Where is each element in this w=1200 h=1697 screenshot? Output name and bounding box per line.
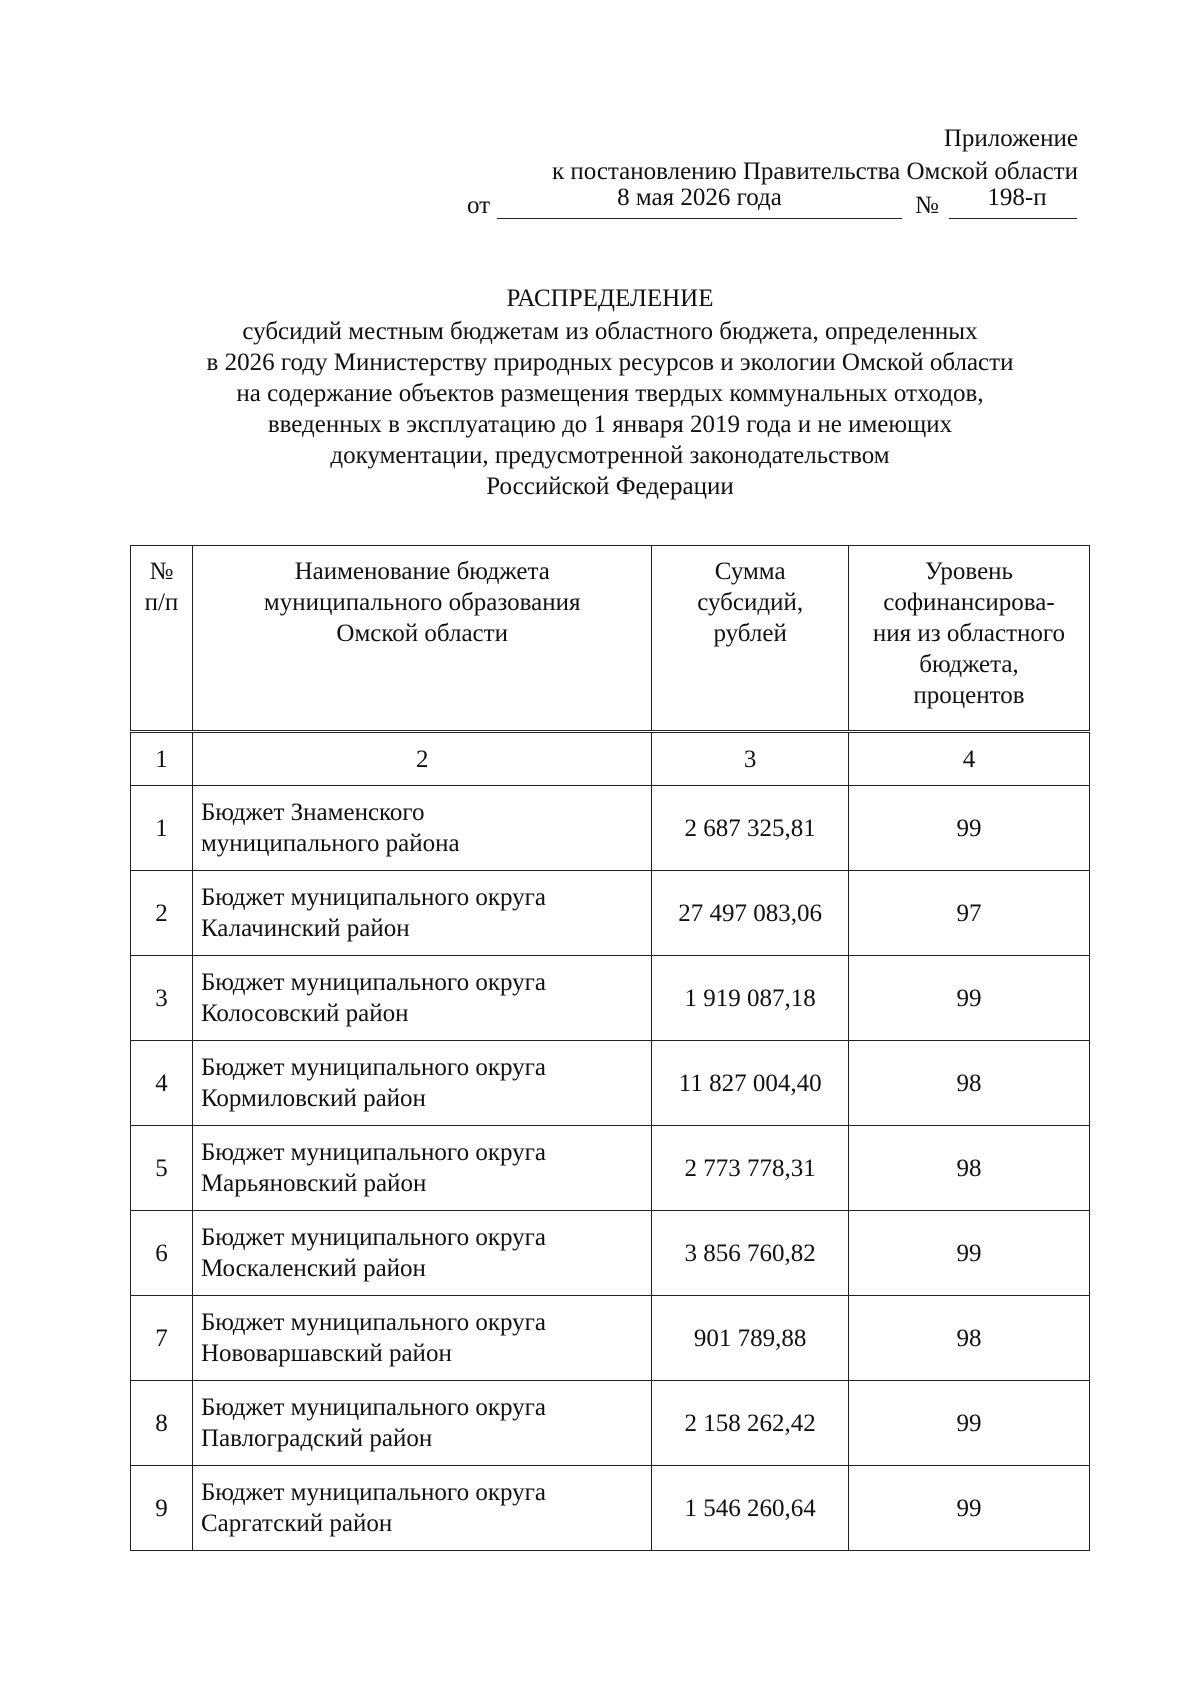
cofinancing-level: 99 (848, 1211, 1089, 1296)
column-number: 3 (652, 732, 848, 786)
title-line: на содержание объектов размещения твердых коммунальных отходов, (236, 380, 984, 407)
column-number: 2 (192, 732, 651, 786)
table-row (131, 1466, 1090, 1551)
row-number: 3 (131, 956, 193, 1041)
budget-name: Бюджет муниципального округа Саргатский район (192, 1466, 651, 1551)
budget-name: Бюджет Знаменского муниципального района (192, 786, 651, 871)
table-row (131, 1296, 1090, 1381)
header-budget-name: Наименование бюджета муниципального образования Омской области (192, 546, 651, 732)
budget-name: Бюджет муниципального округа Колосовский район (192, 956, 651, 1041)
table-row (131, 1381, 1090, 1466)
row-number: 1 (131, 786, 193, 871)
table-row (131, 786, 1090, 871)
header-cofinancing-level: Уровень софинансирова- ния из областного бюджета, процентов (848, 546, 1089, 732)
row-number: 5 (131, 1126, 193, 1211)
row-number: 7 (131, 1296, 193, 1381)
header-number: № п/п (131, 546, 193, 732)
subsidy-sum: 1 546 260,64 (652, 1466, 848, 1551)
budget-name: Бюджет муниципального округа Павлоградский район (192, 1381, 651, 1466)
appendix-reference: к постановлению Правительства Омской области (551, 158, 1078, 185)
title-line: субсидий местным бюджетам из областного бюджета, определенных (242, 318, 978, 345)
subsidy-distribution-table (130, 545, 1090, 1551)
subsidy-sum: 2 158 262,42 (652, 1381, 848, 1466)
document-heading: РАСПРЕДЕЛЕНИЕ (506, 285, 714, 312)
table-row (131, 1211, 1090, 1296)
title-line: Российской Федерации (486, 473, 734, 500)
cofinancing-level: 99 (848, 956, 1089, 1041)
subsidy-sum: 11 827 004,40 (652, 1041, 848, 1126)
resolution-date-field (497, 182, 902, 219)
column-number-row (131, 732, 1090, 786)
cofinancing-level: 97 (848, 871, 1089, 956)
resolution-number-field (949, 182, 1077, 219)
subsidy-sum: 27 497 083,06 (652, 871, 848, 956)
cofinancing-level: 99 (848, 786, 1089, 871)
cofinancing-level: 98 (848, 1126, 1089, 1211)
cofinancing-level: 99 (848, 1466, 1089, 1551)
appendix-title: Приложение (943, 125, 1078, 152)
cofinancing-level: 98 (848, 1296, 1089, 1381)
column-number: 4 (848, 732, 1089, 786)
subsidy-sum: 2 687 325,81 (652, 786, 848, 871)
table-row (131, 956, 1090, 1041)
resolution-date: 8 мая 2026 года (617, 184, 782, 211)
appendix-header (552, 122, 1078, 188)
resolution-date-line (467, 182, 1087, 222)
budget-name: Бюджет муниципального округа Калачинский район (192, 871, 651, 956)
resolution-number: 198-п (987, 184, 1047, 211)
title-line: введенных в эксплуатацию до 1 января 2019 года и не имеющих (267, 411, 953, 438)
subsidy-sum: 3 856 760,82 (652, 1211, 848, 1296)
row-number: 9 (131, 1466, 193, 1551)
title-line: документации, предусмотренной законодательством (330, 442, 890, 469)
budget-name: Бюджет муниципального округа Москаленский район (192, 1211, 651, 1296)
row-number: 4 (131, 1041, 193, 1126)
title-line: в 2026 году Министерству природных ресурсов и экологии Омской области (206, 349, 1014, 376)
row-number: 2 (131, 871, 193, 956)
row-number: 8 (131, 1381, 193, 1466)
subsidy-sum: 1 919 087,18 (652, 956, 848, 1041)
from-label: от (467, 192, 491, 219)
table-header-row (131, 546, 1090, 732)
budget-name: Бюджет муниципального округа Нововаршавский район (192, 1296, 651, 1381)
row-number: 6 (131, 1211, 193, 1296)
subsidy-sum: 2 773 778,31 (652, 1126, 848, 1211)
cofinancing-level: 98 (848, 1041, 1089, 1126)
subsidy-sum: 901 789,88 (652, 1296, 848, 1381)
table-row (131, 1126, 1090, 1211)
cofinancing-level: 99 (848, 1381, 1089, 1466)
budget-name: Бюджет муниципального округа Марьяновский район (192, 1126, 651, 1211)
header-subsidy-sum: Сумма субсидий, рублей (652, 546, 848, 732)
document-title (120, 283, 1100, 502)
number-label: № (915, 192, 939, 219)
budget-name: Бюджет муниципального округа Кормиловский район (192, 1041, 651, 1126)
table-row (131, 871, 1090, 956)
column-number: 1 (131, 732, 193, 786)
table-row (131, 1041, 1090, 1126)
